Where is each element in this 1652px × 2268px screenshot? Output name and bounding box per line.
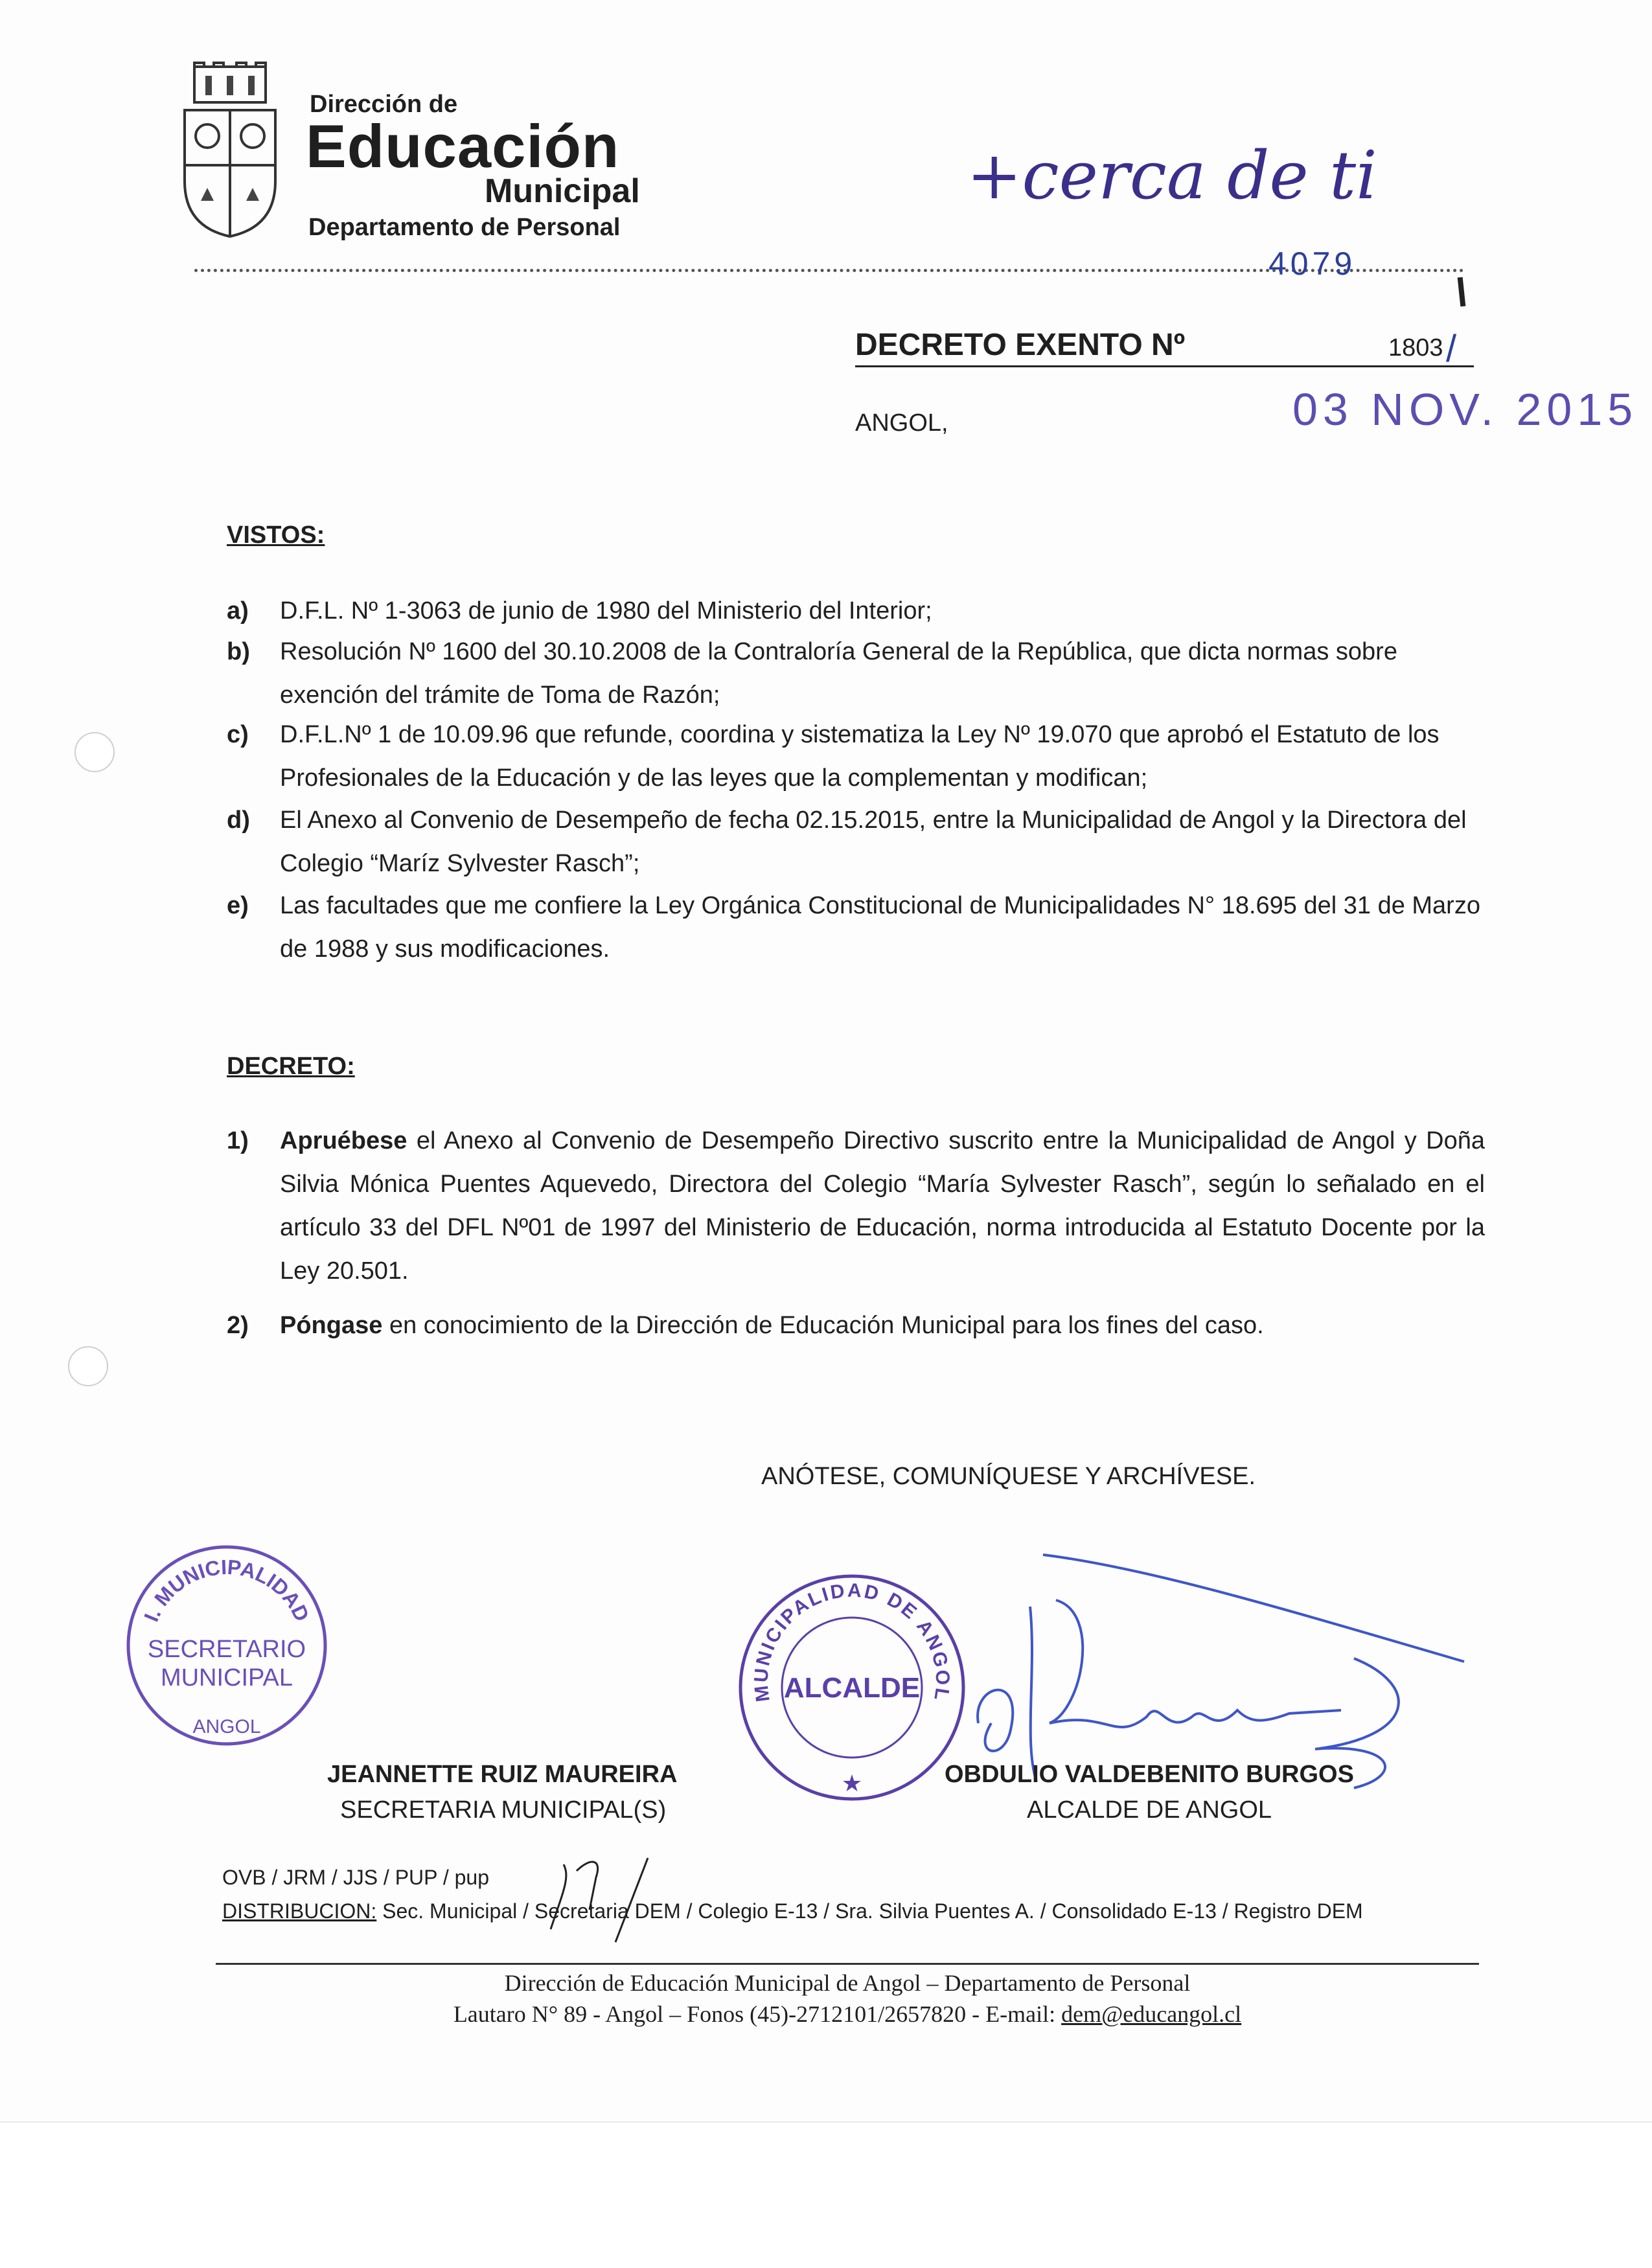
date-stamp: 03 NOV. 2015 <box>1292 384 1638 435</box>
punch-hole <box>68 1346 108 1386</box>
vistos-item-text: Las facultades que me confiere la Ley Orgánica Constitucional de Municipalidades N° 18.695 del 31 de Marzo de 1988 y sus modificaciones. <box>280 892 1480 963</box>
decreto-item-body: el Anexo al Convenio de Desempeño Directivo suscrito entre la Municipalidad de Angol y Doña Silvia Mónica Puentes Aquevedo, Directora del Colegio “María Sylvester Rasch”, según lo señalado en el artículo 33 del DFL Nº01 de 1997 del Ministerio de Educación, norma introducida al Estatuto Docente por la Ley 20.501. <box>280 1127 1485 1285</box>
secretary-stamp <box>117 1535 337 1756</box>
vistos-item-letter: b) <box>227 638 250 665</box>
distribution-line <box>222 1899 1363 1923</box>
stamp-angol-text: ANGOL <box>192 1716 261 1737</box>
decreto-item-body: en conocimiento de la Dirección de Educación Municipal para los fines del caso. <box>382 1312 1264 1339</box>
secretary-name: JEANNETTE RUIZ MAUREIRA <box>327 1761 678 1788</box>
decree-number: 1803 <box>1388 334 1443 361</box>
handwritten-number: 4079 <box>1268 246 1357 282</box>
municipal-crest-icon <box>178 62 282 240</box>
decreto-heading: DECRETO: <box>227 1053 355 1080</box>
decreto-item-number: 1) <box>227 1127 249 1154</box>
initials-line: OVB / JRM / JJS / PUP / pup <box>222 1866 489 1889</box>
decreto-item-text <box>280 1304 1485 1347</box>
vistos-item-letter: c) <box>227 721 249 748</box>
vistos-item-text: Resolución Nº 1600 del 30.10.2008 de la Contraloría General de la República, que dicta normas sobre exención del trámite de Toma de Razón; <box>280 638 1397 709</box>
vistos-item-text: El Anexo al Convenio de Desempeño de fecha 02.15.2015, entre la Municipalidad de Angol y la Directora del Colegio “Maríz Sylvester Rasch”; <box>280 807 1467 877</box>
stamp-star-icon: ★ <box>841 1770 863 1796</box>
mayor-role: ALCALDE DE ANGOL <box>1027 1796 1272 1824</box>
stamp-ring-text: MUNICIPALIDAD DE ANGOL <box>750 1579 954 1704</box>
stamp-mayor-text: ALCALDE <box>783 1672 921 1704</box>
footer-contact: Lautaro N° 89 - Angol – Fonos (45)-2712101/2657820 - E-mail: <box>453 2001 1062 2027</box>
vistos-item-letter: e) <box>227 892 249 919</box>
decree-underline <box>855 365 1474 367</box>
vistos-item-letter: a) <box>227 597 249 624</box>
secretary-role: SECRETARIA MUNICIPAL(S) <box>340 1796 667 1824</box>
education-title: Educación <box>306 112 620 180</box>
place-label: ANGOL, <box>855 409 948 437</box>
footer-rule <box>216 1963 1479 1965</box>
svg-text:I. MUNICIPALIDAD <box>139 1555 314 1625</box>
slogan: +cerca de ti <box>967 137 1377 214</box>
footer-line-1: Dirección de Educación Municipal de Angol – Departamento de Personal <box>504 1970 1191 1996</box>
closing-formula: ANÓTESE, COMUNÍQUESE Y ARCHÍVESE. <box>761 1463 1256 1490</box>
distribution-text: Sec. Municipal / Secretaria DEM / Colegio E-13 / Sra. Silvia Puentes A. / Consolidado E-13 / Registro DEM <box>376 1899 1363 1923</box>
stamp-municipal-text: MUNICIPAL <box>160 1664 293 1691</box>
stamp-municipality-text: I. MUNICIPALIDAD <box>139 1555 314 1625</box>
vistos-item-text: D.F.L.Nº 1 de 10.09.96 que refunde, coordina y sistematiza la Ley Nº 19.070 que aprobó el Estatuto de los Profesionales de la Educación y de las leyes que la complementan y modifican; <box>280 721 1440 792</box>
department-label: Departamento de Personal <box>308 214 621 241</box>
punch-hole <box>75 732 115 772</box>
decreto-item-number: 2) <box>227 1312 249 1339</box>
mayor-name: OBDULIO VALDEBENITO BURGOS <box>945 1761 1354 1788</box>
direction-label: Dirección de <box>310 91 458 118</box>
vistos-item-letter: d) <box>227 807 250 834</box>
distribution-label: DISTRIBUCION: <box>222 1899 377 1923</box>
footer-line-2 <box>216 2000 1479 2028</box>
vistos-heading: VISTOS: <box>227 521 325 549</box>
municipal-subtitle: Municipal <box>485 172 640 210</box>
decree-number-slash: / <box>1446 328 1457 370</box>
decreto-item-verb: Apruébese <box>280 1127 407 1154</box>
decreto-item-verb: Póngase <box>280 1312 383 1339</box>
mayor-stamp <box>729 1564 975 1811</box>
mayor-signature <box>952 1529 1471 1801</box>
footer-email-link[interactable]: dem@educangol.cl <box>1061 2001 1242 2027</box>
decreto-item-text <box>280 1119 1485 1293</box>
vistos-item-text: D.F.L. Nº 1-3063 de junio de 1980 del Ministerio del Interior; <box>280 597 932 624</box>
stamp-secretary-text: SECRETARIO <box>147 1636 306 1663</box>
decree-label: DECRETO EXENTO Nº <box>855 328 1186 362</box>
